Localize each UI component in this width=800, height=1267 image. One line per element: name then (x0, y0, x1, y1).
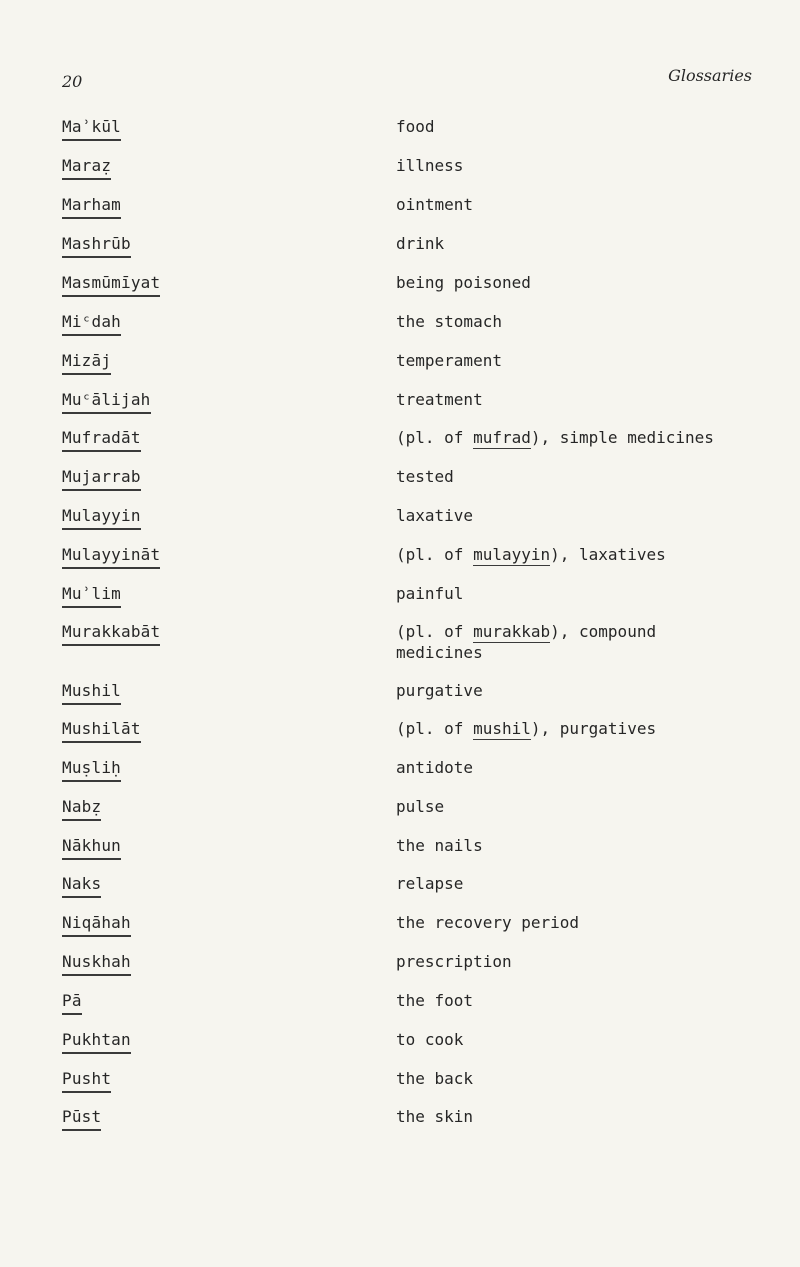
definition-prefix: (pl. of (396, 545, 474, 564)
glossary-definition: purgative (396, 681, 483, 700)
glossary-term: Nuskhah (62, 951, 131, 976)
glossary-definition: ointment (396, 195, 474, 214)
glossary-definition: prescription (396, 952, 512, 971)
definition-suffix: ), purgatives (530, 719, 657, 738)
glossary-definition (396, 718, 736, 739)
glossary-term: Mushilāt (62, 718, 141, 743)
glossary-term: Miᶜdah (62, 311, 121, 336)
glossary-term: Muṣliḥ (62, 757, 121, 782)
glossary-definition (396, 427, 736, 448)
glossary-definition: the back (396, 1069, 474, 1088)
cross-reference: mufrad (473, 428, 531, 447)
glossary-term: Marham (62, 194, 121, 219)
glossary-definition: being poisoned (396, 273, 531, 292)
glossary-term: Maraẓ (62, 155, 111, 180)
glossary-term: Muʾlim (62, 583, 121, 608)
glossary-definition: drink (396, 234, 445, 253)
glossary-definition: pulse (396, 797, 445, 816)
glossary-definition: temperament (396, 351, 502, 370)
definition-suffix: ), compound medicines (396, 622, 657, 662)
glossary-term: Masmūmīyat (62, 272, 160, 297)
glossary-definition: food (396, 117, 435, 136)
glossary-term: Pūst (62, 1106, 101, 1131)
glossary-definition: laxative (396, 506, 474, 525)
glossary-term: Maʾkūl (62, 116, 121, 141)
glossary-definition: the foot (396, 991, 474, 1010)
cross-reference: murakkab (473, 622, 551, 641)
glossary-term: Mulayyin (62, 505, 141, 530)
glossary-term: Pukhtan (62, 1029, 131, 1054)
glossary-term: Murakkabāt (62, 621, 160, 646)
glossary-definition: illness (396, 156, 464, 175)
definition-prefix: (pl. of (396, 719, 474, 738)
glossary-term: Niqāhah (62, 912, 131, 937)
glossary-definition (396, 544, 736, 565)
glossary-term: Muᶜālijah (62, 389, 151, 414)
glossary-definition: relapse (396, 874, 464, 893)
glossary-term: Nabẓ (62, 796, 101, 821)
cross-reference: mushil (473, 719, 531, 738)
glossary-term: Mushil (62, 680, 121, 705)
glossary-term: Nākhun (62, 835, 121, 860)
glossary-term: Naks (62, 873, 101, 898)
definition-suffix: ), laxatives (550, 545, 666, 564)
glossary-definition (396, 621, 736, 663)
glossary-definition: treatment (396, 390, 483, 409)
definition-suffix: ), simple medicines (530, 428, 714, 447)
glossary-term: Pā (62, 990, 82, 1015)
glossary-term: Mufradāt (62, 427, 141, 452)
glossary-definition: the skin (396, 1107, 474, 1126)
glossary-definition: painful (396, 584, 464, 603)
page-number: 20 (62, 72, 83, 91)
definition-prefix: (pl. of (396, 428, 474, 447)
glossary-term: Mashrūb (62, 233, 131, 258)
glossary-term: Mujarrab (62, 466, 141, 491)
glossary-definition: the nails (396, 836, 483, 855)
cross-reference: mulayyin (473, 545, 551, 564)
glossary-definition: to cook (396, 1030, 464, 1049)
glossary-definition: the stomach (396, 312, 502, 331)
definition-prefix: (pl. of (396, 622, 474, 641)
running-head: Glossaries (668, 66, 752, 85)
glossary-term: Pusht (62, 1068, 111, 1093)
glossary-term: Mulayyināt (62, 544, 160, 569)
glossary-definition: tested (396, 467, 454, 486)
glossary-definition: antidote (396, 758, 474, 777)
glossary-definition: the recovery period (396, 913, 580, 932)
glossary-term: Mizāj (62, 350, 111, 375)
